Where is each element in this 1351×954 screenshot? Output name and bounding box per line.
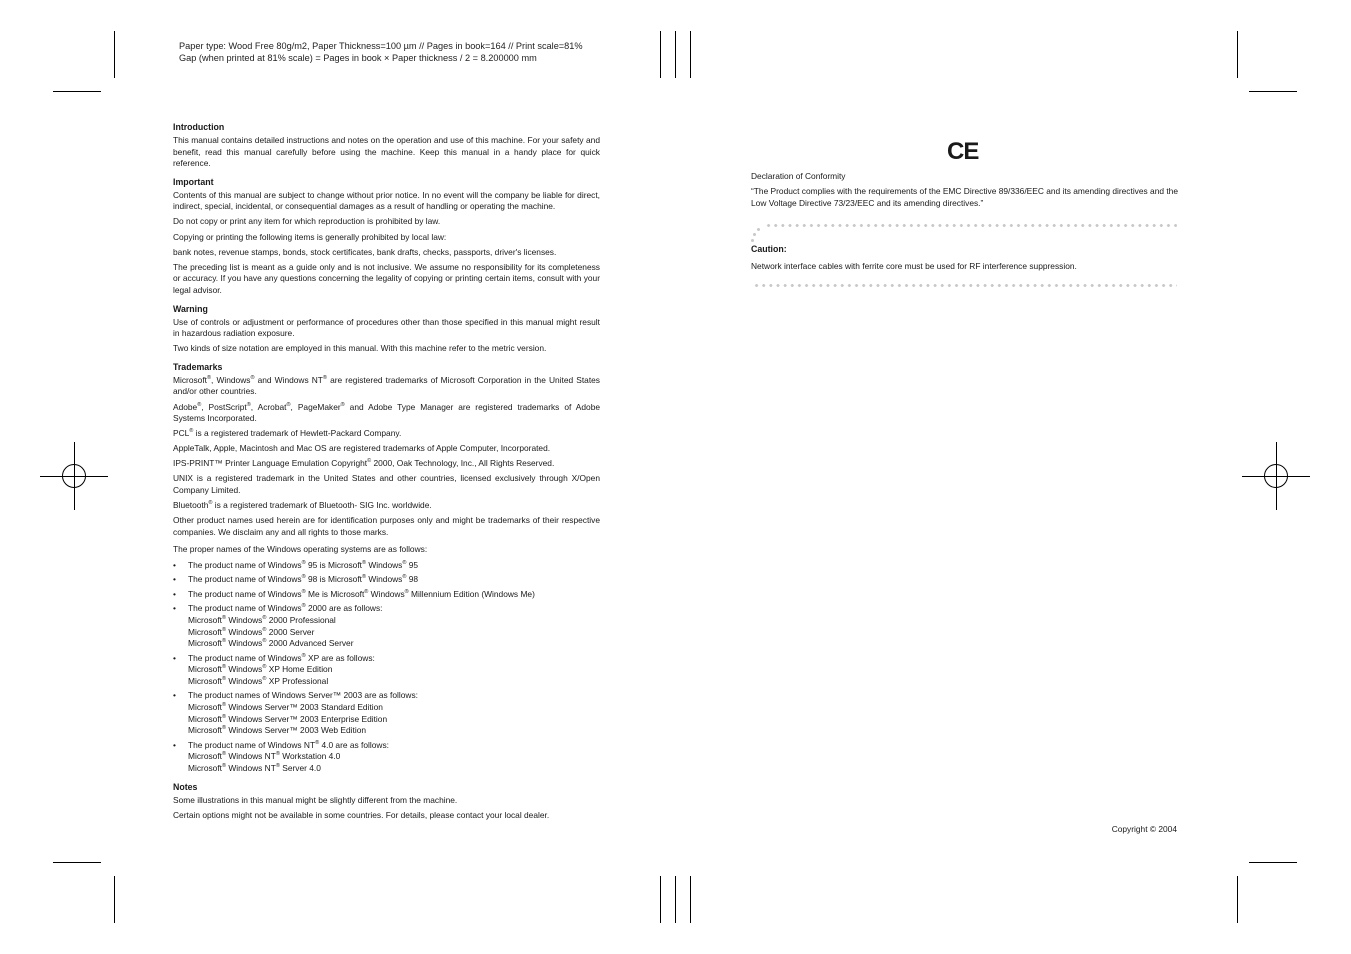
caution-body: Network interface cables with ferrite core must be used for RF interference suppression. [751, 261, 1077, 271]
print-info [179, 40, 583, 64]
registration-mark-icon [54, 456, 94, 496]
trademark-microsoft: Microsoft®, Windows® and Windows NT® are registered trademarks of Microsoft Corporation in the United States and/or other countries. [173, 374, 600, 397]
section-title-important: Important [173, 176, 214, 187]
crop-mark [690, 31, 691, 78]
important-p1: Contents of this manual are subject to change without prior notice. In no event will the company be liable for direct, indirect, special, incidental, or consequential damages as a result of handling or operating the machine. [173, 189, 600, 212]
crop-mark [1237, 31, 1238, 78]
section-title-notes: Notes [173, 781, 198, 792]
important-p5: The preceding list is meant as a guide only and is not inclusive. We assume no responsibility for its completeness or accuracy. If you have any questions concerning the legality of copying or printing certain items, consult with your legal advisor. [173, 261, 600, 295]
ce-mark-icon: CE [947, 138, 979, 165]
trademark-pcl: PCL® is a registered trademark of Hewlett-Packard Company. [173, 428, 402, 439]
list-item: • The product name of Windows NT® 4.0 are as follows: Microsoft® Windows NT® Workstation 4.0 Microsoft® Windows NT® Server 4.0 [173, 740, 600, 775]
warning-p1: Use of controls or adjustment or performance of procedures other than those specified in this manual might result in hazardous radiation exposure. [173, 316, 600, 339]
important-p4: bank notes, revenue stamps, bonds, stock certificates, bank drafts, checks, passports, driver's licenses. [173, 246, 557, 257]
crop-mark [1249, 91, 1297, 92]
list-item: • The product name of Windows® 2000 are as follows: Microsoft® Windows® 2000 Professional Microsoft® Windows® 2000 Server Microsoft® Windows® 2000 Advanced Server [173, 603, 600, 649]
section-title-introduction: Introduction [173, 122, 225, 132]
trademark-other: Other product names used herein are for identification purposes only and might be trademarks of their respective companies. We disclaim any and all rights to those marks. [173, 515, 600, 537]
trademark-ips: IPS-PRINT™ Printer Language Emulation Copyright© 2000, Oak Technology, Inc., All Rights Reserved. [173, 458, 555, 469]
print-info-line1: Paper type: Wood Free 80g/m2, Paper Thickness=100 µm // Pages in book=164 // Print scale=81% [179, 41, 583, 51]
dot-decoration [753, 233, 756, 236]
declaration-title: Declaration of Conformity [751, 171, 846, 181]
registration-mark-icon [1256, 456, 1296, 496]
notes-p2: Certain options might not be available in some countries. For details, please contact your local dealer. [173, 809, 550, 820]
intro-text: This manual contains detailed instructions and notes on the operation and use of this machine. For your safety and benefit, read this manual carefully before using the machine. Keep this manual in a handy place for quick reference. [173, 135, 600, 169]
trademark-apple: AppleTalk, Apple, Macintosh and Mac OS are registered trademarks of Apple Computer, Incorporated. [173, 443, 551, 454]
crop-mark [660, 876, 661, 923]
important-p3: Copying or printing the following items is generally prohibited by local law: [173, 231, 447, 242]
crop-mark [690, 876, 691, 923]
notes-p1: Some illustrations in this manual might be slightly different from the machine. [173, 794, 458, 805]
list-item: • The product name of Windows® 95 is Microsoft® Windows® 95 [173, 560, 600, 572]
trademark-bluetooth: Bluetooth® is a registered trademark of Bluetooth- SIG Inc. worldwide. [173, 500, 432, 511]
caution-title: Caution: [751, 244, 787, 254]
crop-mark [114, 31, 115, 78]
crop-mark [53, 91, 101, 92]
windows-names-intro: The proper names of the Windows operating systems are as follows: [173, 544, 428, 555]
trademark-adobe: Adobe®, PostScript®, Acrobat®, PageMaker® and Adobe Type Manager are registered trademarks of Adobe Systems Incorporated. [173, 401, 601, 424]
list-item: • The product name of Windows® 98 is Microsoft® Windows® 98 [173, 574, 600, 586]
copyright: Copyright © 2004 [1111, 824, 1177, 834]
crop-mark [675, 876, 676, 923]
section-title-warning: Warning [173, 303, 208, 314]
dotted-rule [765, 223, 1177, 228]
print-info-line2: Gap (when printed at 81% scale) = Pages in book × Paper thickness / 2 = 8.200000 mm [179, 53, 537, 63]
declaration-body: “The Product complies with the requirements of the EMC Directive 89/336/EEC and its amending directives and the Low Voltage Directive 73/23/EEC and its amending directives.” [751, 186, 1178, 208]
crop-mark [660, 31, 661, 78]
important-p2: Do not copy or print any item for which reproduction is prohibited by law. [173, 216, 441, 227]
trademark-unix: UNIX is a registered trademark in the United States and other countries, licensed exclusively through X/Open Company Limited. [173, 473, 600, 496]
list-item: • The product names of Windows Server™ 2003 are as follows: Microsoft® Windows Server™ 2003 Standard Edition Microsoft® Windows Server™ 2003 Enterprise Edition Microsoft® Windows Server™ 2003 Web Edition [173, 690, 600, 736]
crop-mark [114, 876, 115, 923]
list-item: • The product name of Windows® Me is Microsoft® Windows® Millennium Edition (Windows Me) [173, 589, 600, 601]
dotted-rule [753, 283, 1177, 288]
list-item: • The product name of Windows® XP are as follows: Microsoft® Windows® XP Home Edition Microsoft® Windows® XP Professional [173, 653, 600, 688]
crop-mark [675, 31, 676, 78]
crop-mark [1249, 862, 1297, 863]
dot-decoration [757, 228, 760, 231]
windows-os-list [173, 560, 600, 775]
section-title-trademarks: Trademarks [173, 361, 223, 372]
dot-decoration [751, 239, 754, 242]
warning-p2: Two kinds of size notation are employed in this manual. With this machine refer to the metric version. [173, 343, 547, 354]
left-page [173, 121, 600, 825]
crop-mark [53, 862, 101, 863]
crop-mark [1237, 876, 1238, 923]
